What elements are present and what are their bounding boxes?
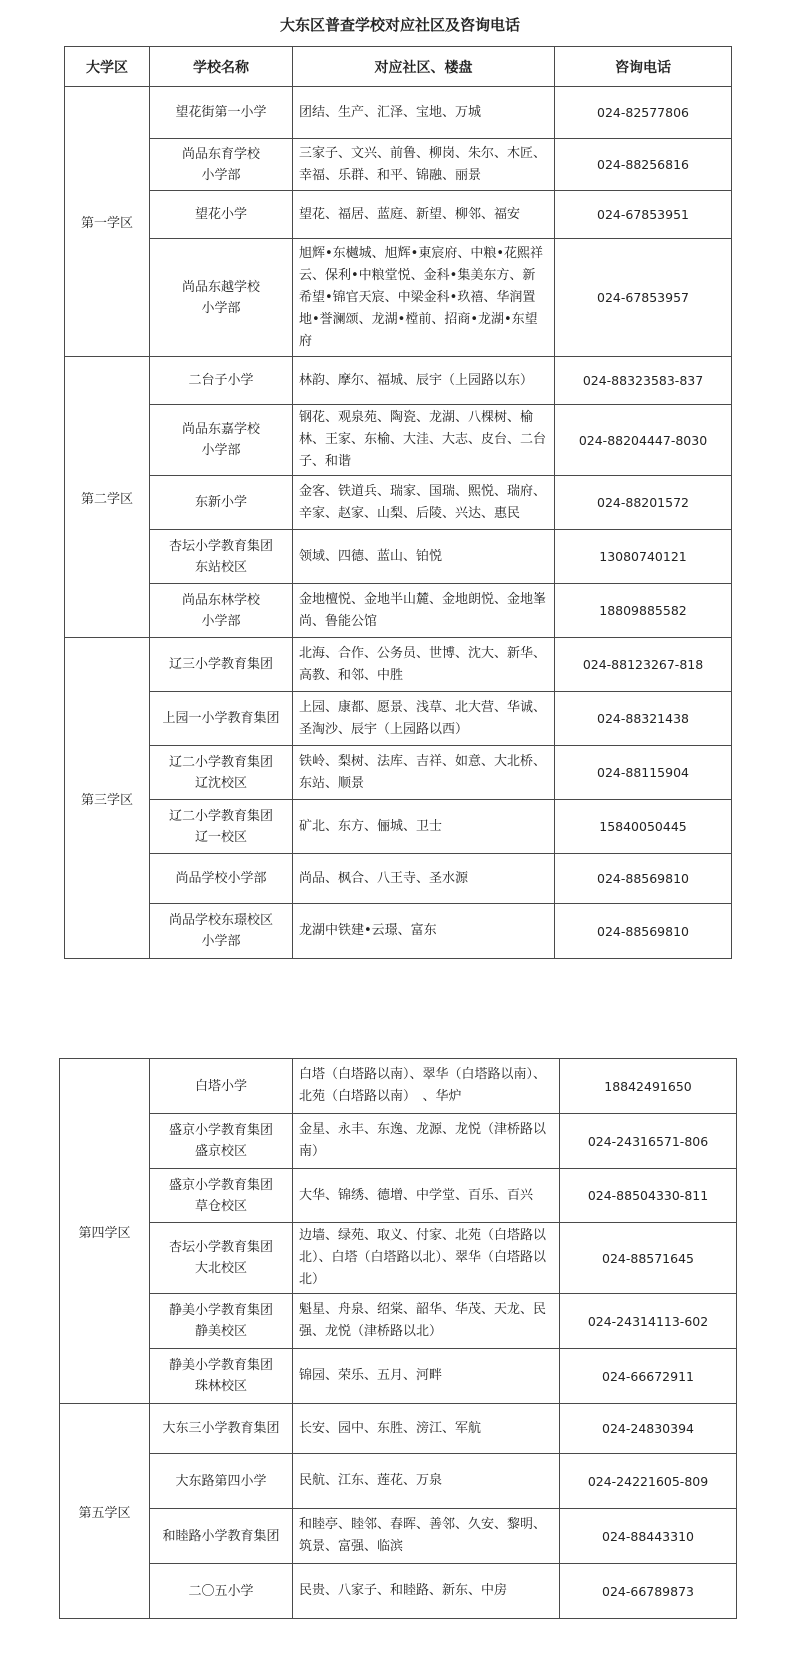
school-name-line: 辽一校区 (194, 829, 247, 845)
table-row (65, 139, 732, 191)
phone-cell: 024-88504330-811 (560, 1169, 737, 1223)
school-name-line: 静美校区 (194, 1324, 247, 1339)
communities-cell: 魁星、舟泉、绍棠、韶华、华茂、天龙、民强、龙悦（津桥路以北） (293, 1294, 560, 1349)
school-table-2 (59, 1058, 737, 1619)
school-name-line: 静美小学教育集团 (168, 1358, 273, 1373)
communities-cell: 和睦亭、睦邻、春晖、善邻、久安、黎明、筑景、富强、临滨 (293, 1509, 560, 1564)
school-name-line: 大东路第四小学 (175, 1473, 267, 1489)
communities-cell: 民贵、八家子、和睦路、新东、中房 (293, 1564, 560, 1619)
communities-cell: 大华、锦绣、德增、中学堂、百乐、百兴 (293, 1169, 560, 1223)
table-row (65, 530, 732, 584)
district-cell: 第五学区 (60, 1404, 150, 1619)
school-name-line: 珠林校区 (194, 1379, 247, 1394)
table-row (60, 1114, 737, 1169)
phone-cell: 024-24314113-602 (560, 1294, 737, 1349)
school-name-cell (150, 1564, 293, 1619)
table-row (60, 1294, 737, 1349)
phone-cell: 13080740121 (555, 530, 732, 584)
school-name-cell (150, 191, 293, 239)
communities-cell: 矿北、东方、俪城、卫士 (293, 800, 555, 854)
table-row (65, 191, 732, 239)
table-row (65, 800, 732, 854)
phone-cell: 024-24221605-809 (560, 1454, 737, 1509)
school-table-1 (64, 46, 732, 959)
school-name-cell (150, 800, 293, 854)
school-name-cell (150, 584, 293, 638)
school-name-line: 辽二小学教育集团 (168, 808, 273, 824)
phone-cell: 15840050445 (555, 800, 732, 854)
phone-cell: 024-66789873 (560, 1564, 737, 1619)
school-name-line: 小学部 (201, 443, 241, 458)
school-name-line: 小学部 (201, 613, 241, 629)
school-name-line: 尚品东林学校 (181, 592, 260, 608)
phone-cell: 024-67853957 (555, 239, 732, 357)
school-name-cell (150, 904, 293, 959)
table-row (60, 1509, 737, 1564)
communities-cell: 长安、园中、东胜、滂江、军航 (293, 1404, 560, 1454)
phone-cell: 024-24316571-806 (560, 1114, 737, 1169)
phone-cell: 024-66672911 (560, 1349, 737, 1404)
table-row (60, 1059, 737, 1114)
table-row (60, 1404, 737, 1454)
communities-cell: 领域、四德、蓝山、铂悦 (293, 530, 555, 584)
school-name-cell (150, 1059, 293, 1114)
phone-cell: 024-88569810 (555, 854, 732, 904)
phone-cell: 024-88256816 (555, 139, 732, 191)
school-name-cell (150, 692, 293, 746)
phone-cell: 024-88204447-8030 (555, 405, 732, 476)
school-name-line: 盛京小学教育集团 (168, 1123, 273, 1138)
school-name-line: 盛京校区 (194, 1144, 247, 1159)
school-name-line: 辽沈校区 (194, 775, 247, 791)
phone-cell: 024-82577806 (555, 87, 732, 139)
table-row (65, 854, 732, 904)
phone-cell: 18809885582 (555, 584, 732, 638)
table-row (65, 904, 732, 959)
school-name-cell (150, 1223, 293, 1294)
district-cell: 第三学区 (65, 638, 150, 959)
school-name-line: 上园一小学教育集团 (162, 711, 280, 726)
communities-cell: 钢花、观泉苑、陶瓷、龙湖、八棵树、榆林、王家、东榆、大洼、大志、皮台、二台子、和谐 (293, 405, 555, 476)
table-row (65, 746, 732, 800)
school-name-line: 大北校区 (194, 1261, 247, 1276)
district-cell: 第四学区 (60, 1059, 150, 1404)
school-name-cell (150, 405, 293, 476)
table-row (65, 638, 732, 692)
school-name-line: 尚品东越学校 (181, 279, 260, 295)
school-name-cell (150, 1404, 293, 1454)
communities-cell: 龙湖中铁建•云璟、富东 (293, 904, 555, 959)
table-row (60, 1564, 737, 1619)
communities-cell: 金星、永丰、东逸、龙源、龙悦（津桥路以南） (293, 1114, 560, 1169)
school-name-line: 望花小学 (194, 207, 247, 222)
school-name-cell (150, 239, 293, 357)
table-row (60, 1223, 737, 1294)
table-header-row (65, 47, 732, 87)
school-name-line: 盛京小学教育集团 (168, 1177, 273, 1193)
school-name-line: 二台子小学 (188, 373, 254, 388)
phone-cell: 024-88123267-818 (555, 638, 732, 692)
table-row (65, 405, 732, 476)
school-name-line: 尚品学校小学部 (175, 871, 267, 886)
header-phone: 咨询电话 (555, 47, 732, 87)
table-row (65, 357, 732, 405)
phone-cell: 024-88321438 (555, 692, 732, 746)
school-name-cell (150, 1169, 293, 1223)
communities-cell: 北海、合作、公务员、世博、沈大、新华、高教、和邻、中胜 (293, 638, 555, 692)
school-name-cell (150, 530, 293, 584)
phone-cell: 024-88201572 (555, 476, 732, 530)
header-communities: 对应社区、楼盘 (293, 47, 555, 87)
school-name-line: 辽三小学教育集团 (168, 657, 273, 672)
school-name-line: 小学部 (201, 300, 241, 316)
school-name-cell (150, 139, 293, 191)
table-row (65, 87, 732, 139)
school-name-cell (150, 1349, 293, 1404)
school-name-line: 白塔小学 (194, 1078, 247, 1094)
district-cell: 第二学区 (65, 357, 150, 638)
phone-cell: 18842491650 (560, 1059, 737, 1114)
table-row (65, 584, 732, 638)
table-row (60, 1169, 737, 1223)
school-name-line: 静美小学教育集团 (168, 1303, 273, 1318)
communities-cell: 锦园、荣乐、五月、河畔 (293, 1349, 560, 1404)
school-name-line: 草仓校区 (194, 1198, 247, 1214)
communities-cell: 三家子、文兴、前鲁、柳岗、朱尔、木匠、幸福、乐群、和平、锦融、丽景 (293, 139, 555, 191)
table-row (65, 692, 732, 746)
school-name-cell (150, 1454, 293, 1509)
table-row (65, 476, 732, 530)
district-cell: 第一学区 (65, 87, 150, 357)
communities-cell: 尚品、枫合、八王寺、圣水源 (293, 854, 555, 904)
communities-cell: 林韵、摩尔、福城、辰宇（上园路以东） (293, 357, 555, 405)
table-row (65, 239, 732, 357)
communities-cell: 望花、福居、蓝庭、新望、柳邻、福安 (293, 191, 555, 239)
school-name-line: 小学部 (201, 934, 241, 949)
communities-cell: 团结、生产、汇泽、宝地、万城 (293, 87, 555, 139)
school-name-cell (150, 746, 293, 800)
communities-cell: 白塔（白塔路以南）、翠华（白塔路以南）、北苑（白塔路以南） 、华炉 (293, 1059, 560, 1114)
school-name-line: 大东三小学教育集团 (162, 1421, 280, 1436)
phone-cell: 024-88569810 (555, 904, 732, 959)
phone-cell: 024-88323583-837 (555, 357, 732, 405)
school-name-cell (150, 1114, 293, 1169)
school-name-line: 小学部 (201, 167, 241, 183)
school-name-line: 杏坛小学教育集团 (168, 1240, 273, 1255)
school-name-cell (150, 476, 293, 530)
school-name-line: 望花街第一小学 (175, 105, 267, 120)
school-name-line: 尚品东嘉学校 (181, 422, 260, 437)
school-name-cell (150, 1509, 293, 1564)
phone-cell: 024-88115904 (555, 746, 732, 800)
communities-cell: 民航、江东、莲花、万泉 (293, 1454, 560, 1509)
school-name-line: 二〇五小学 (188, 1583, 254, 1599)
table-row (60, 1454, 737, 1509)
communities-cell: 铁岭、梨树、法库、吉祥、如意、大北桥、东站、顺景 (293, 746, 555, 800)
school-name-cell (150, 357, 293, 405)
communities-cell: 边墙、绿苑、取义、付家、北苑（白塔路以北）、白塔（白塔路以北）、翠华（白塔路以北） (293, 1223, 560, 1294)
school-name-cell (150, 1294, 293, 1349)
communities-cell: 上园、康都、愿景、浅草、北大营、华诚、圣淘沙、辰宇（上园路以西） (293, 692, 555, 746)
phone-cell: 024-24830394 (560, 1404, 737, 1454)
school-name-line: 东站校区 (194, 559, 247, 575)
school-name-line: 辽二小学教育集团 (168, 754, 273, 770)
school-name-cell (150, 854, 293, 904)
communities-cell: 金客、铁道兵、瑞家、国瑞、熙悦、瑞府、辛家、赵家、山梨、后陵、兴达、惠民 (293, 476, 555, 530)
table-row (60, 1349, 737, 1404)
phone-cell: 024-88443310 (560, 1509, 737, 1564)
phone-cell: 024-67853951 (555, 191, 732, 239)
communities-cell: 金地檀悦、金地半山麓、金地朗悦、金地峯尚、鲁能公馆 (293, 584, 555, 638)
school-name-cell (150, 638, 293, 692)
school-name-line: 尚品学校东璟校区 (168, 913, 273, 928)
page-title: 大东区普查学校对应社区及咨询电话 (279, 16, 520, 34)
phone-cell: 024-88571645 (560, 1223, 737, 1294)
header-school-name: 学校名称 (150, 47, 293, 87)
school-name-line: 和睦路小学教育集团 (162, 1528, 280, 1544)
school-name-line: 东新小学 (194, 495, 247, 510)
communities-cell: 旭辉•东樾城、旭辉•東宸府、中粮•花熙祥云、保利•中粮堂悦、金科•集美东方、新希望•锦官天宸、中梁金科•玖禧、华润置地•誉澜颂、龙湖•樘前、招商•龙湖•东望府 (293, 239, 555, 357)
school-name-line: 尚品东育学校 (181, 146, 260, 162)
school-name-cell (150, 87, 293, 139)
school-name-line: 杏坛小学教育集团 (168, 538, 273, 554)
header-district: 大学区 (65, 47, 150, 87)
